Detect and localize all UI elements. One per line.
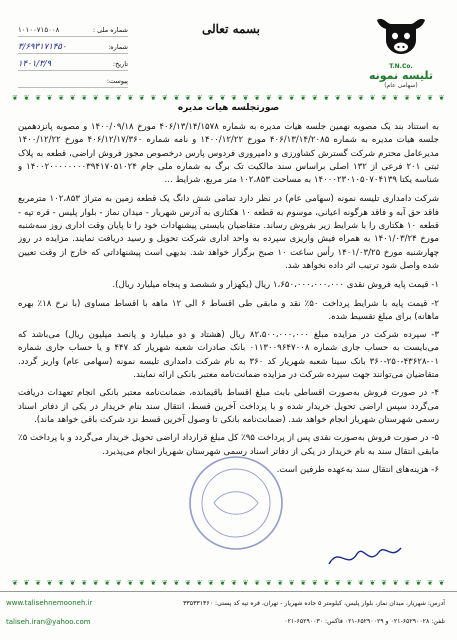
condition-item-4: ۴- در صورت فروش به‌صورت اقساطی بابت مبلغ اقساط باقیمانده، ضمانت‌نامه معتبر بانکی انجام تعهدات دریافت می‌گردد سپس اراضی تحویل خریدار شده و با پرداخت آخرین قسط، انتقال سند بنام خریدار در یکی از دفاتر اسناد رسمی شهرستان شهریار انجام خواهد شد. (ضمانت‌نامه بانکی تا وصول آخرین قسط نزد شرکت باقی خواهد ماند). <box>18 388 439 425</box>
meta-national-id <box>18 24 128 37</box>
border-ornament-icon: ❦ <box>381 579 387 587</box>
border-ornament-icon: ❦ <box>115 579 122 587</box>
paragraph-resolution: به استناد بند یک مصوبه نهمین جلسه هیات مدیره به شماره ۴۰۶/۱۳/۱۴/۱۵۷۸ مورخ ۱۴۰۰/۰۹/۱۸ و مصوبه پانزدهمین جلسه هیات مدیره به شماره ۴۰۶/۱۳/۱۴/۲۰۸۵ مورخ ۱۴۰۰/۱۲/۲۲ و نامه شماره ۴۰۶/۱۲/۱۷/۳۶۰ مورخ ۱۴۰۰/۱۲/۲۲ مدیرعامل محترم شرکت گسترش کشاورزی و دامپروری فردوس پارس درخصوص مجوز فروش اراضی، قطعه به پلاک ثبتی ۲۰۱ فرعی از ۱۳۲ اصلی براساس سند مالکیت تک برگ به شماره ملی جام ۱۴۰۰۲۰۰۰۰۰۰۰۰۳۹۴۱۷۰۵۱۰۲۴ و شناسه یکتا ۱۴۰۰۰۲۳۰۱۰۵۰۷۰۴۱۳۹ به مساحت ۱۰۲،۸۵۳ متر مربع، شرایط ... <box>18 122 439 186</box>
border-ornament-icon: ❦ <box>81 94 88 102</box>
border-ornament-icon: ❦ <box>288 579 295 587</box>
meta-date-label: تاریخ: <box>112 60 128 68</box>
border-ornament-icon: ❦ <box>173 94 180 102</box>
border-ornament-icon: ❦ <box>23 579 30 587</box>
border-ornament-icon: ❦ <box>104 94 111 102</box>
letterhead <box>0 4 457 92</box>
border-ornament-icon: ❦ <box>161 579 168 587</box>
meta-letter-number-value: ۳/۶۹۳۱۷۱۴۵۰ <box>18 42 67 52</box>
border-ornament-icon: ❦ <box>46 579 53 587</box>
document-title: صورتجلسه هیات مدیره <box>177 103 280 113</box>
border-ornament-icon: ❦ <box>58 579 64 587</box>
border-ornament-icon: ❦ <box>219 94 226 102</box>
company-name: تلیسه نمونه <box>368 69 433 82</box>
border-ornament-icon: ❦ <box>196 579 203 587</box>
border-ornament-icon: ❦ <box>208 94 214 102</box>
border-ornament-icon: ❦ <box>35 94 41 102</box>
border-ornament-icon: ❦ <box>173 579 180 587</box>
letterhead-footer <box>0 591 457 641</box>
decorative-border-top <box>12 94 445 102</box>
meta-date <box>18 58 128 71</box>
border-ornament-icon: ❦ <box>438 94 445 102</box>
company-abbr: T.N.Co. <box>389 63 413 70</box>
border-ornament-icon: ❦ <box>196 94 203 102</box>
meta-letter-number <box>18 41 128 54</box>
border-ornament-icon: ❦ <box>254 94 261 102</box>
border-ornament-icon: ❦ <box>12 579 18 587</box>
border-ornament-icon: ❦ <box>127 579 134 587</box>
border-ornament-icon: ❦ <box>415 579 422 587</box>
border-ornament-icon: ❦ <box>323 94 330 102</box>
border-ornament-icon: ❦ <box>357 579 364 587</box>
border-ornament-icon: ❦ <box>242 94 249 102</box>
basmala-heading: بسمه تعالی <box>201 22 261 36</box>
condition-item-2: ۲- قیمت پایه با شرایط پرداخت ۵۰٪ نقد و مابقی طی اقساط ۶ الی ۱۲ ماهه با اقساط مساوی (با نرخ ۱۸٪ بهره ماهانه) برای مبلغ تقسیط شده. <box>18 298 439 322</box>
footer-website[interactable]: www.talisehnemooneh.ir <box>6 599 93 607</box>
border-ornament-icon: ❦ <box>265 579 272 587</box>
border-ornament-icon: ❦ <box>311 94 318 102</box>
border-ornament-icon: ❦ <box>69 94 76 102</box>
border-ornament-icon: ❦ <box>138 94 145 102</box>
border-ornament-icon: ❦ <box>427 94 433 102</box>
border-ornament-icon: ❦ <box>184 94 191 102</box>
border-ornament-icon: ❦ <box>231 579 237 587</box>
border-ornament-icon: ❦ <box>81 579 88 587</box>
condition-item-1: ۱- قیمت پایه فروش نقدی ۱،۶۵۰،۰۰۰،۰۰۰،۰۰۰ ریال (یکهزار و ششصد و پنجاه میلیارد ریال). <box>112 280 439 291</box>
border-ornament-icon: ❦ <box>92 579 99 587</box>
border-ornament-icon: ❦ <box>219 579 226 587</box>
paragraph-auction-notice: شرکت دامداری تلیسه نمونه (سهامی عام) در نظر دارد تمامی شش دانگ یک قطعه زمین به متراژ ۱۰۲،۸۵۳ مترمربع فاقد حق آبه و فاقد هرگونه اعیانی، موسوم به قطعه ۱۰ هکتاری به آدرس شهریار - میدان نماز - بلوار پلیس - قره تپه - قطعه ۱۰ هکتاری را با شرایط زیر بفروش رساند. متقاضیان بایستی پیشنهادات خود را تا پایان وقت اداری روز سه‌شنبه مورخ ۱۴۰۱/۰۳/۲۴ به همراه فیش واریزی سپرده به واحد اداری شرکت تحویل و رسید دریافت نمایند. مزایده در روز چهارشنبه مورخ ۱۴۰۱/۰۳/۲۵ رأس ساعت ۱۰ صبح برگزار خواهد شد. بدیهی است پیشنهاداتی که خارج از وقت تعیین شده واصل شود ترتیب اثر داده نخواهد شد. <box>18 194 439 271</box>
border-ornament-icon: ❦ <box>334 579 341 587</box>
border-ornament-icon: ❦ <box>138 579 145 587</box>
border-ornament-icon: ❦ <box>404 94 410 102</box>
border-ornament-icon: ❦ <box>346 579 353 587</box>
border-ornament-icon: ❦ <box>300 579 307 587</box>
border-ornament-icon: ❦ <box>404 579 410 587</box>
border-ornament-icon: ❦ <box>127 94 134 102</box>
meta-attachment-label: پیوست: <box>106 77 128 85</box>
border-ornament-icon: ❦ <box>288 94 295 102</box>
border-ornament-icon: ❦ <box>58 94 64 102</box>
border-ornament-icon: ❦ <box>12 94 18 102</box>
border-ornament-icon: ❦ <box>69 579 76 587</box>
border-ornament-icon: ❦ <box>265 94 272 102</box>
border-ornament-icon: ❦ <box>46 94 53 102</box>
border-ornament-icon: ❦ <box>254 579 261 587</box>
border-ornament-icon: ❦ <box>323 579 330 587</box>
border-ornament-icon: ❦ <box>184 579 191 587</box>
border-ornament-icon: ❦ <box>346 94 353 102</box>
border-ornament-icon: ❦ <box>35 579 41 587</box>
meta-date-value: ۱۴۰۱/۳/۹ <box>18 59 52 69</box>
border-ornament-icon: ❦ <box>369 579 376 587</box>
border-ornament-icon: ❦ <box>242 579 249 587</box>
condition-item-3: ۳- سپرده شرکت در مزایده مبلغ ۸۲،۵۰۰،۰۰۰،۰۰۰ ریال (هشتاد و دو میلیارد و پانصد میلیون ریال) می‌باشد که می‌بایست به حساب جاری شماره ۰۱۱۳۰۰۹۶۴۷۰۰۸ بانک صادرات شعبه شهریار کد ۴۴۷ و یا حساب جاری شماره ۰۱-۴۳۶۲۸-۲۵۰-۳۶۰ بانک سینا شعبه شهریار کد ۳۶۰ به نام شرکت دامداری تلیسه نمونه (سهامی عام) واریز گردد. متقاضیان می‌توانند جهت سپرده شرکت در مزایده ضمانت‌نامه معتبر بانکی ارائه نمایند. <box>18 330 439 381</box>
border-ornament-icon: ❦ <box>427 579 433 587</box>
border-ornament-icon: ❦ <box>392 579 399 587</box>
border-ornament-icon: ❦ <box>208 579 214 587</box>
border-ornament-icon: ❦ <box>392 94 399 102</box>
border-ornament-icon: ❦ <box>277 579 284 587</box>
company-logo <box>361 14 441 92</box>
decorative-border-bottom <box>12 579 445 587</box>
border-ornament-icon: ❦ <box>300 94 307 102</box>
border-ornament-icon: ❦ <box>277 94 284 102</box>
footer-phones: تلفن: ۶۵۲۹۰۰۲۸-۰۲۱ و ۶۵۲۹۰۰۲۹-۰۲۱ فاکس: ۶۵۲۹۰۰۳۰-۰۲۱ <box>284 618 445 625</box>
border-ornament-icon: ❦ <box>161 94 168 102</box>
border-ornament-icon: ❦ <box>438 579 445 587</box>
meta-letter-number-label: شماره: <box>108 43 128 51</box>
border-ornament-icon: ❦ <box>334 94 341 102</box>
condition-item-6: ۶- هزینه‌های انتقال سند به‌عهده طرفین است. <box>276 464 439 475</box>
border-ornament-icon: ❦ <box>415 94 422 102</box>
meta-attachment <box>18 75 128 88</box>
border-ornament-icon: ❦ <box>311 579 318 587</box>
border-ornament-icon: ❦ <box>92 94 99 102</box>
border-ornament-icon: ❦ <box>23 94 30 102</box>
letter-meta <box>18 24 128 92</box>
border-ornament-icon: ❦ <box>381 94 387 102</box>
border-ornament-icon: ❦ <box>150 94 157 102</box>
border-ornament-icon: ❦ <box>104 579 111 587</box>
border-ornament-icon: ❦ <box>231 94 237 102</box>
border-ornament-icon: ❦ <box>357 94 364 102</box>
condition-item-5: ۵- در صورت فروش به‌صورت نقدی پس از پرداخت ۹۵٪ کل مبلغ قرارداد اراضی تحویل خریدار می‌گردد و با پرداخت ۵٪ مابقی انتقال سند به نام خریدار در یکی از دفاتر اسناد رسمی شهرستان شهریار انجام می‌پذیرد. <box>18 433 439 457</box>
footer-email[interactable]: taliseh.iran@yahoo.com <box>6 618 91 626</box>
meta-national-id-label: شماره ملی : <box>92 26 128 34</box>
border-ornament-icon: ❦ <box>150 579 157 587</box>
footer-address: آدرس: شهریار، میدان نماز، بلوار پلیس، کیلومتر ۵ جاده شهریار - تهران، قره تپه کد پستی: ۳۳۵۳۳۱۳۶۰ <box>183 600 445 607</box>
company-type: (سهامی عام) <box>384 82 418 89</box>
border-ornament-icon: ❦ <box>115 94 122 102</box>
document-body <box>18 121 439 563</box>
cow-emblem-icon <box>373 14 429 58</box>
meta-national-id-value: ۱۰۱۰۰۷۱۵۰۰۸ <box>18 26 60 34</box>
border-ornament-icon: ❦ <box>369 94 376 102</box>
